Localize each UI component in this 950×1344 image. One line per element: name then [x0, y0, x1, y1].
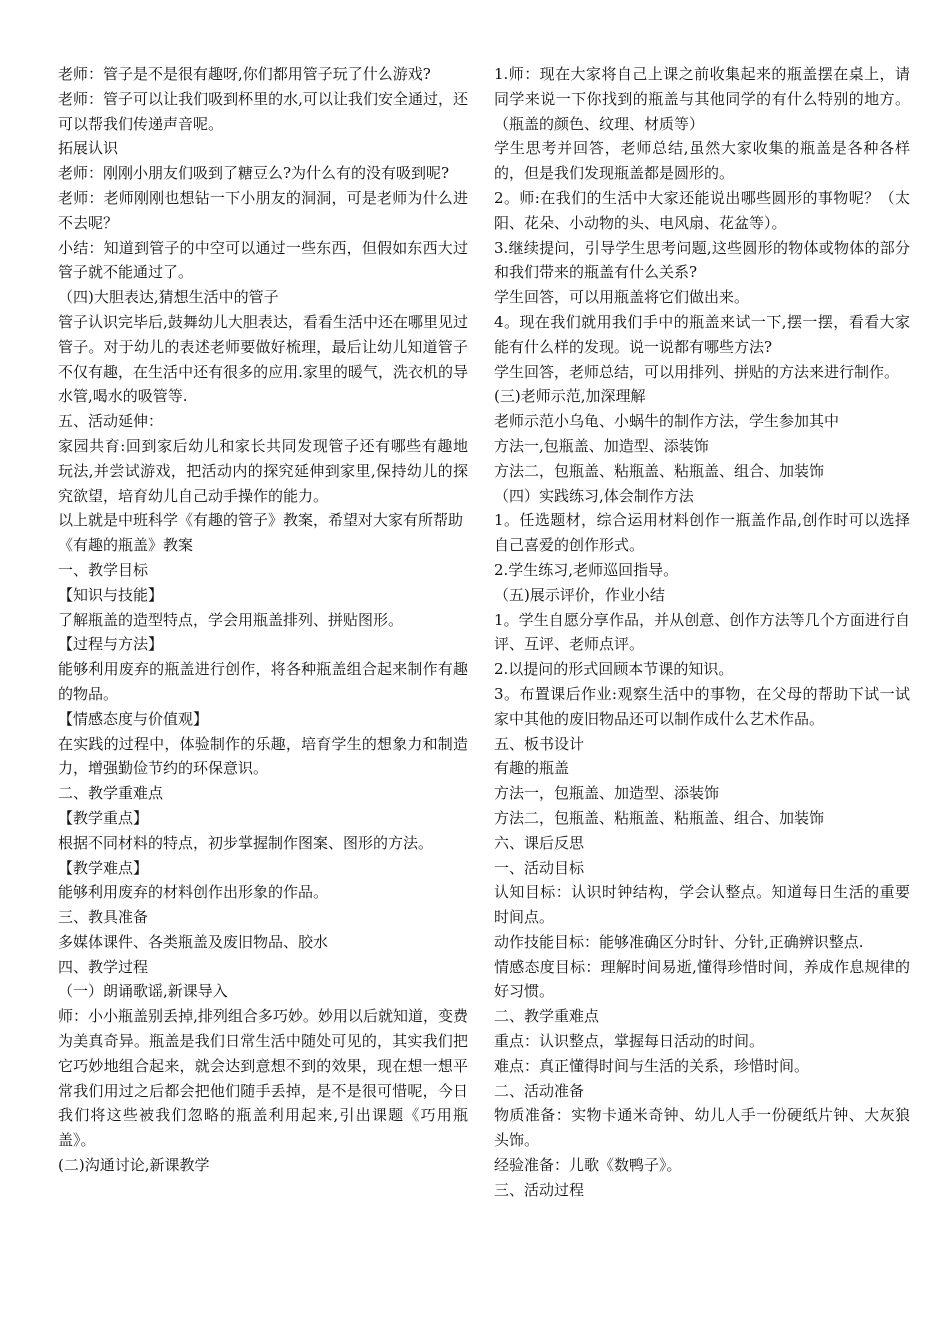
paragraph: 老师示范小乌龟、小蜗牛的制作方法，学生参加其中: [494, 412, 840, 431]
subheading: (三)老师示范,加深理解: [494, 387, 646, 406]
paragraph: 经验准备：儿歌《数鸭子》。: [494, 1156, 682, 1175]
subheading: 【教学难点】: [58, 858, 149, 877]
section-heading: （四)大胆表达,猜想生活中的管子: [58, 288, 279, 307]
section-heading: 三、活动过程: [494, 1180, 585, 1199]
paragraph: 情感态度目标：理解时间易逝,懂得珍惜时间，养成作息规律的好习惯。: [494, 957, 910, 1001]
paragraph: 物质准备：实物卡通米奇钟、幼儿人手一份硬纸片钟、大灰狼头饰。: [494, 1106, 910, 1150]
section-heading: 二、教学重难点: [494, 1007, 600, 1026]
paragraph: 老师：管子是不是很有趣呀,你们都用管子玩了什么游戏?: [58, 65, 431, 83]
subheading: 【知识与技能】: [58, 585, 164, 604]
paragraph: 3。布置课后作业:观察生活中的事物，在父母的帮助下试一试家中其他的废旧物品还可以制作成什么艺术作品。: [494, 684, 910, 728]
paragraph: 多媒体课件、各类瓶盖及废旧物品、胶水: [58, 932, 329, 951]
paragraph: 管子认识完毕后,鼓舞幼儿大胆表达，看看生活中还在哪里见过管子。对于幼儿的表述老师要做好梳理，最后让幼儿知道管子不仅有趣，在生活中还有很多的应用.家里的暖气，洗衣机的导水管,喝水的吸管等.: [58, 312, 468, 406]
paragraph: 方法二，包瓶盖、粘瓶盖、粘瓶盖、组合、加装饰: [494, 461, 825, 480]
paragraph: 师：小小瓶盖别丢掉,排列组合多巧妙。妙用以后就知道，变费为美真奇异。瓶盖是我们日常生活中随处可见的，其实我们把它巧妙地组合起来，就会达到意想不到的效果，现在想一想平常我们用过之后都会把他们随手丢掉，是不是很可惜呢，今日我们将这些被我们忽略的瓶盖利用起来,引出课题《巧用瓶盖》。: [58, 1007, 468, 1150]
section-heading: 三、教具准备: [58, 908, 149, 927]
paragraph: 老师：刚刚小朋友们吸到了糖豆么?为什么有的没有吸到呢?: [58, 164, 450, 183]
paragraph: 2。师:在我们的生活中大家还能说出哪些圆形的事物呢？（太阳、花朵、小动物的头、电风扇、花盆等）。: [494, 188, 910, 232]
paragraph: 1。任选题材，综合运用材料创作一瓶盖作品,创作时可以选择自己喜爱的创作形式。: [494, 511, 910, 555]
subheading: 【教学重点】: [58, 808, 149, 827]
section-heading: 一、教学目标: [58, 560, 149, 579]
paragraph: 了解瓶盖的造型特点，学会用瓶盖排列、拼贴图形。: [58, 610, 404, 629]
paragraph: 能够利用废弃的材料创作出形象的作品。: [58, 883, 329, 902]
section-heading: 拓展认识: [58, 139, 119, 158]
section-heading: 六、课后反思: [494, 833, 585, 852]
paragraph: 2.以提问的形式回顾本节课的知识。: [494, 660, 734, 679]
section-heading: 五、活动延伸：: [58, 412, 164, 431]
subheading: （四）实践练习,体会制作方法: [494, 486, 694, 505]
subheading: 【过程与方法】: [58, 635, 164, 654]
paragraph: 2.学生练习,老师巡回指导。: [494, 560, 679, 579]
paragraph: 有趣的瓶盖: [494, 759, 570, 778]
paragraph: 学生回答，老师总结，可以用排列、拼贴的方法来进行制作。: [494, 362, 900, 381]
subheading: 【情感态度与价值观】: [58, 709, 209, 728]
paragraph: 方法二，包瓶盖、粘瓶盖、粘瓶盖、组合、加装饰: [494, 808, 825, 827]
paragraph: 在实践的过程中，体验制作的乐趣，培育学生的想象力和制造力，增强勤俭节约的环保意识。: [58, 734, 468, 778]
paragraph: 家园共育:回到家后幼儿和家长共同发现管子还有哪些有趣地玩法,并尝试游戏，把活动内的探究延伸到家里,保持幼儿的探究欲望，培育幼儿自己动手操作的能力。: [58, 436, 468, 505]
paragraph: 认知目标：认识时钟结构，学会认整点。知道每日生活的重要时间点。: [494, 883, 910, 927]
paragraph: 1。学生自愿分享作品，并从创意、创作方法等几个方面进行自评、互评、老师点评。: [494, 610, 910, 654]
paragraph: 4。现在我们就用我们手中的瓶盖来试一下,摆一摆，看看大家能有什么样的发现。说一说都有哪些方法?: [494, 312, 910, 356]
section-heading: 五、板书设计: [494, 734, 585, 753]
subheading: （一）朗诵歌谣,新课导入: [58, 982, 228, 1001]
paragraph: 方法一，包瓶盖、加造型、添装饰: [494, 784, 720, 803]
paragraph: 1.师：现在大家将自己上课之前收集起来的瓶盖摆在桌上，请同学来说一下你找到的瓶盖与其他同学的有什么特别的地方。（瓶盖的颜色、纹理、材质等）: [494, 65, 910, 133]
section-heading: 二、活动准备: [494, 1081, 585, 1100]
document-title: 《有趣的瓶盖》教案: [58, 536, 194, 555]
subheading: （五)展示评价，作业小结: [494, 585, 665, 604]
paragraph: 以上就是中班科学《有趣的管子》教案，希望对大家有所帮助: [58, 511, 464, 530]
section-heading: 一、活动目标: [494, 858, 585, 877]
section-heading: 二、教学重难点: [58, 784, 164, 803]
paragraph: 学生回答，可以用瓶盖将它们做出来。: [494, 288, 750, 307]
paragraph: 3.继续提问，引导学生思考问题,这些圆形的物体或物体的部分和我们带来的瓶盖有什么关系?: [494, 238, 910, 282]
paragraph: 根据不同材料的特点，初步掌握制作图案、图形的方法。: [58, 833, 434, 852]
paragraph: 学生思考并回答，老师总结,虽然大家收集的瓶盖是各种各样的，但是我们发现瓶盖都是圆形的。: [494, 139, 910, 183]
paragraph: 能够利用废弃的瓶盖进行创作，将各种瓶盖组合起来制作有趣的物品。: [58, 660, 468, 703]
paragraph: 重点：认识整点，掌握每日活动的时间。: [494, 1032, 765, 1051]
section-heading: 四、教学过程: [58, 957, 149, 976]
right-column: [494, 62, 910, 1203]
paragraph: 动作技能目标：能够准确区分时针、分针,正确辨识整点.: [494, 932, 864, 951]
left-column: [58, 62, 468, 1178]
paragraph: 老师：老师刚刚也想钻一下小朋友的洞洞，可是老师为什么进不去呢？: [58, 188, 468, 232]
paragraph: 难点：真正懂得时间与生活的关系，珍惜时间。: [494, 1056, 810, 1075]
subheading: (二)沟通讨论,新课教学: [58, 1156, 210, 1175]
paragraph: 老师：管子可以让我们吸到杯里的水,可以让我们安全通过，还可以帮我们传递声音呢。: [58, 89, 468, 133]
paragraph: 小结：知道到管子的中空可以通过一些东西，但假如东西大过管子就不能通过了。: [58, 238, 468, 282]
paragraph: 方法一,包瓶盖、加造型、添装饰: [494, 436, 709, 455]
